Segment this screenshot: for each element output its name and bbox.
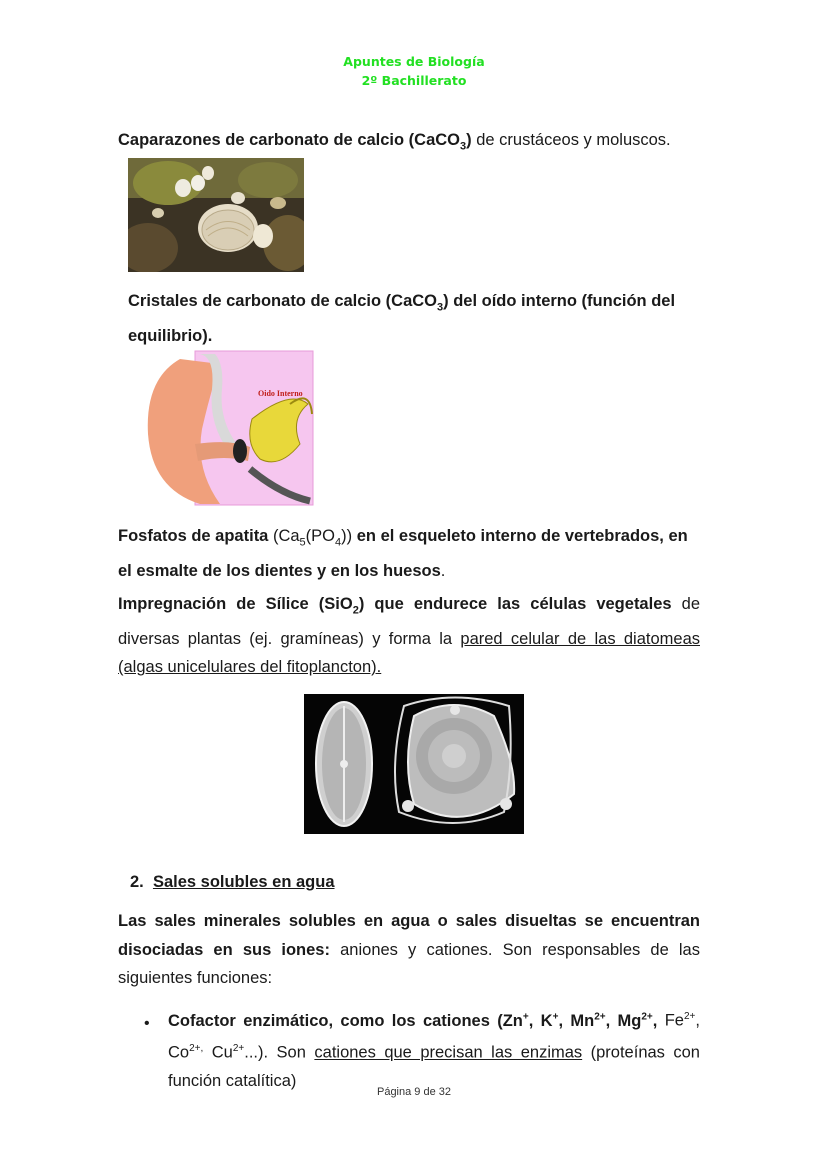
paragraph-fosfatos: Fosfatos de apatita $(Ca_5(PO_4))$ en el esqueleto interno de vertebrados, en el esmalte de los dientes y en los huesos.	[118, 527, 688, 580]
section-number: 2.	[130, 873, 144, 891]
inner-ear-diagram	[140, 349, 316, 507]
header-subtitle: 2º Bachillerato	[361, 73, 467, 88]
bullet-marker: •	[144, 1015, 150, 1032]
header-title: Apuntes de Biología	[343, 54, 485, 69]
section-title: Sales solubles en agua	[152, 873, 335, 891]
page-header	[0, 52, 828, 90]
ear-label: Oido Interno	[258, 389, 303, 398]
section-heading	[130, 868, 530, 897]
shells-photo	[128, 158, 304, 272]
paragraph-caparazones: Caparazones de carbonato de calcio (CaCO$_3$) de crustáceos y moluscos.	[118, 131, 671, 153]
diatoms-image	[304, 694, 524, 834]
page-footer: Página 9 de 32	[376, 1086, 451, 1098]
paragraph-silice: Impregnación de Sílice (SiO$_2$) que endurece las células vegetales de diversas plantas (ej. gramíneas) y forma la pared celular de las diatomeas (algas unicelulares del fitoplancton).	[118, 595, 700, 677]
bullet-cofactor: Cofactor enzimático, como los cationes (Zn+, K+, $Mn^{2+}$, $Mg^{2+}$, $Fe^{2+}$, $Co^{2+,}$ $Cu^{2+}$...). Son cationes que precisan las enzimas (proteínas con función catalítica)	[168, 1011, 700, 1090]
paragraph-cristales: Cristales de carbonato de calcio (CaCO$_3$) del oído interno (función del equilibrio).	[128, 292, 676, 345]
paragraph-sales-solubles: Las sales minerales solubles en agua o sales disueltas se encuentran disociadas en sus iones: aniones y cationes. Son responsables de las siguientes funciones:	[118, 912, 700, 987]
